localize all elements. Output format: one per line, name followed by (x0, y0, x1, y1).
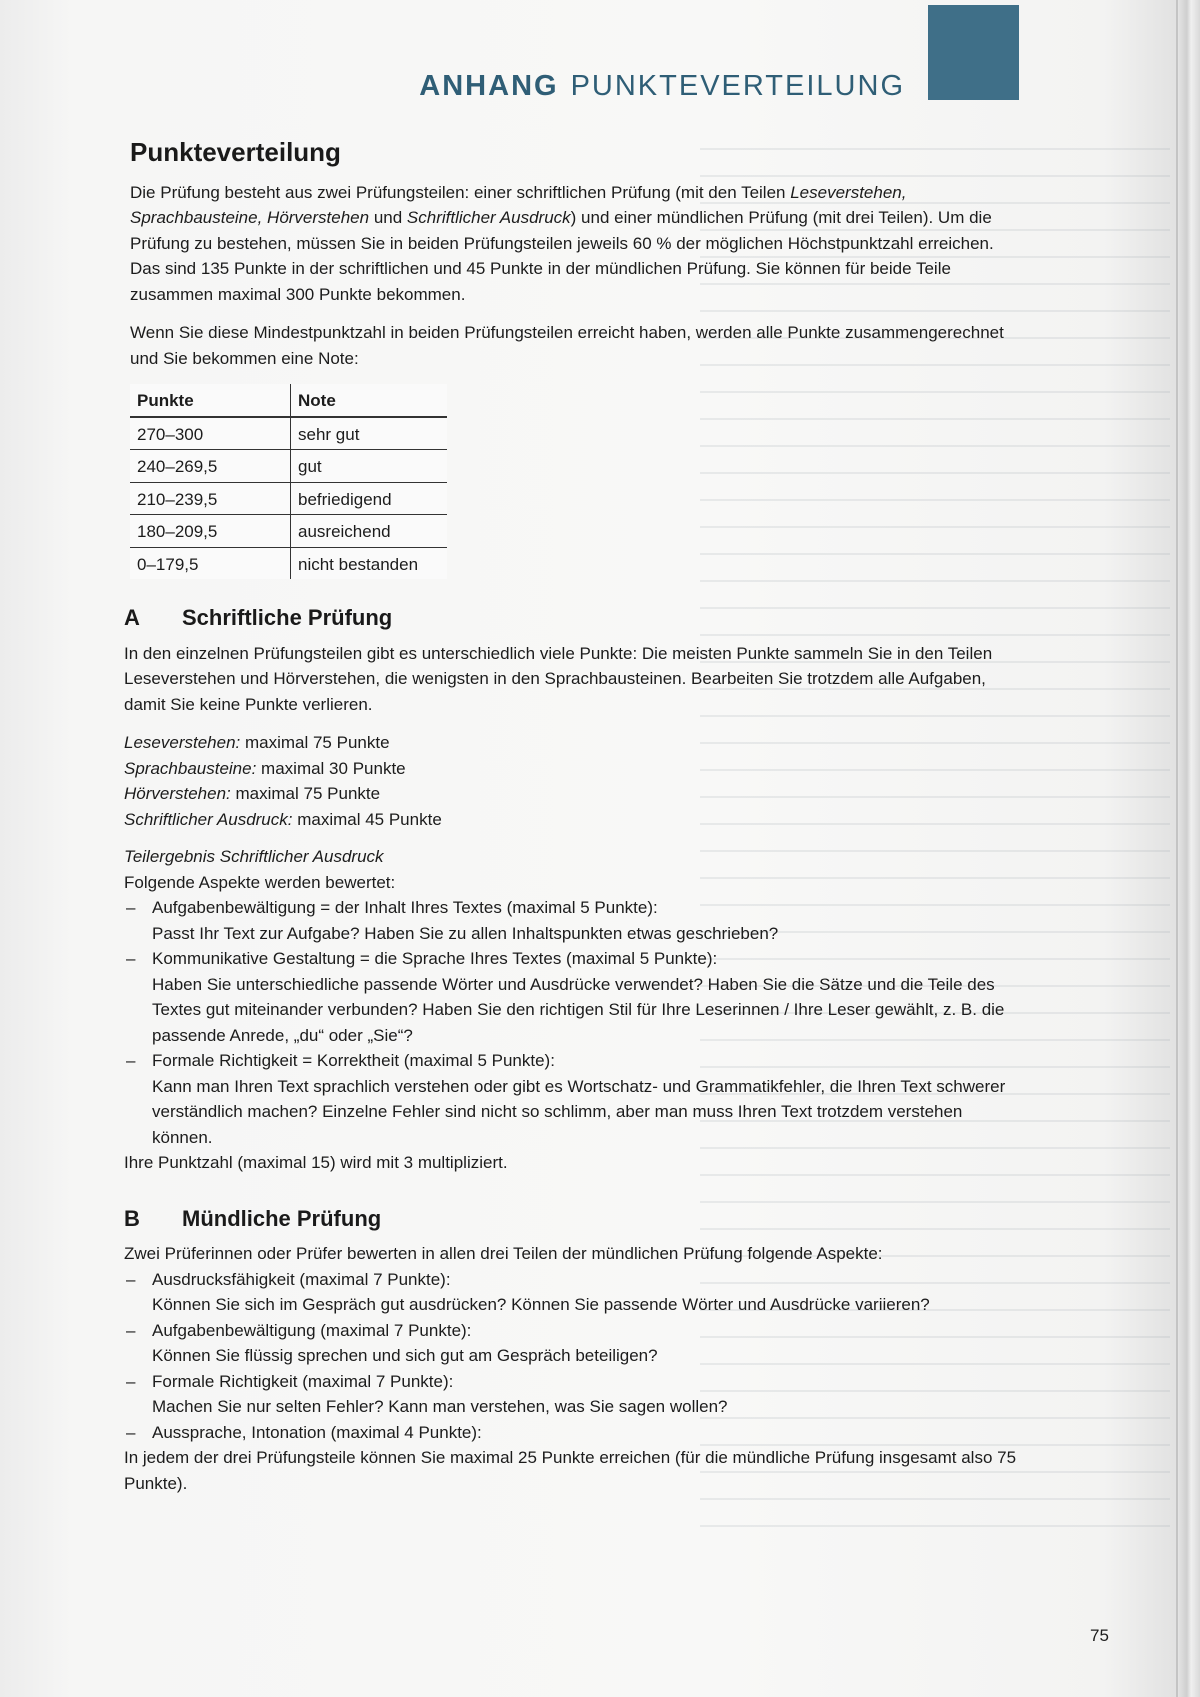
section-b-letter: B (124, 1205, 140, 1231)
intro-paragraph (130, 180, 1024, 308)
table-row (130, 450, 447, 483)
part-name: Hörverstehen: (124, 784, 231, 803)
heading-bold: ANHANG (419, 70, 559, 102)
cell-punkte: 240–269,5 (130, 450, 291, 483)
table-row (130, 482, 447, 515)
part-points: maximal 75 Punkte (230, 784, 381, 803)
table-row (130, 417, 447, 450)
oral-aspects-list (124, 1267, 1024, 1446)
list-item (124, 781, 1024, 807)
subresult-title: Teilergebnis Schriftlicher Ausdruck (124, 847, 384, 866)
aspect-head: – Aufgabenbewältigung (maximal 7 Punkte): (152, 1320, 472, 1340)
aspect-body: Können Sie sich im Gespräch gut ausdrücken? Können Sie passende Wörter und Ausdrücke variieren? (152, 1295, 930, 1314)
cell-note: sehr gut (291, 417, 448, 450)
part-points: maximal 75 Punkte (240, 733, 390, 752)
section-b-heading (124, 1206, 1024, 1232)
list-item (124, 756, 1024, 782)
aspect-head: – Aussprache, Intonation (maximal 4 Punkte): (152, 1422, 482, 1442)
part-points: maximal 45 Punkte (292, 809, 442, 829)
grade-intro: Wenn Sie diese Mindestpunktzahl in beiden Prüfungsteilen erreicht haben, werden alle Punkte zusammengerechnet und Sie bekommen eine Note: (130, 323, 1004, 368)
aspect-head: – Formale Richtigkeit (maximal 7 Punkte): (152, 1371, 454, 1391)
written-aspects-list (124, 895, 1024, 1150)
aspect-head: – Kommunikative Gestaltung = die Sprache Ihres Textes (maximal 5 Punkte): (152, 949, 718, 968)
cell-note: befriedigend (291, 482, 448, 515)
intro-text-1: Die Prüfung besteht aus zwei Prüfungsteilen: einer schriftlichen Prüfung (mit den Teilen (130, 182, 791, 202)
heading-light: PUNKTEVERTEILUNG (570, 70, 905, 102)
section-a-letter: A (124, 605, 140, 630)
cell-note: nicht bestanden (298, 554, 419, 574)
list-item (124, 1048, 1024, 1150)
section-b-intro: Zwei Prüferinnen oder Prüfer bewerten in allen drei Teilen der mündlichen Prüfung folgende Aspekte: (124, 1244, 883, 1263)
aspect-body: Haben Sie unterschiedliche passende Wörter und Ausdrücke verwendet? Haben Sie die Sätze und die Teile des Textes gut miteinander verbunden? Haben Sie den richtigen Stil für Ihre Leserinnen / Ihre Leser gewählt, z. B. die passende Anrede, „du“ oder „Sie“? (152, 974, 1005, 1045)
header-punkte: Punkte (130, 384, 291, 417)
cell-note: gut (291, 450, 448, 483)
list-item (124, 1369, 1024, 1420)
oral-summary: In jedem der drei Prüfungsteile können Sie maximal 25 Punkte erreichen (für die mündliche Prüfung insgesamt also 75 Punkte). (124, 1448, 1017, 1493)
header-note: Note (291, 384, 448, 417)
aspect-body: Passt Ihr Text zur Aufgabe? Haben Sie zu allen Inhaltspunkten etwas geschrieben? (152, 923, 779, 943)
aspect-body: Können Sie flüssig sprechen und sich gut am Gespräch beteiligen? (152, 1346, 658, 1365)
intro-text-3: ) und einer mündlichen Prüfung (mit drei Teilen). Um die Prüfung zu bestehen, müssen Sie in beiden Prüfungsteilen jeweils 60 % der möglichen Höchstpunktzahl erreichen. Das sind 135 Punkte in der schriftlichen und 45 Punkte in der mündlichen Prüfung. Sie können für beide Teile zusammen maximal 300 Punkte bekommen. (130, 208, 994, 304)
aspect-head: – Aufgabenbewältigung = der Inhalt Ihres Textes (maximal 5 Punkte): (152, 898, 658, 917)
written-parts-list (124, 730, 1024, 832)
list-item (124, 895, 1024, 946)
cell-punkte: 180–209,5 (130, 515, 291, 548)
list-item (124, 730, 1024, 756)
table-row (130, 515, 447, 548)
part-points: maximal 30 Punkte (256, 758, 406, 778)
part-name: Schriftlicher Ausdruck: (124, 809, 293, 829)
main-content (124, 137, 1024, 1496)
section-a-intro: In den einzelnen Prüfungsteilen gibt es unterschiedlich viele Punkte: Die meisten Punkte sammeln Sie in den Teilen Leseverstehen und Hörverstehen, die wenigsten in den Sprachbausteinen. Bearbeiten Sie trotzdem alle Aufgaben, damit Sie keine Punkte verlieren. (124, 643, 993, 714)
cell-punkte: 210–239,5 (130, 482, 291, 515)
section-a-heading (124, 605, 1024, 631)
cell-punkte: 270–300 (130, 417, 291, 450)
intro-text-2: und (369, 208, 407, 227)
table-row (130, 547, 447, 579)
list-item (124, 807, 1024, 833)
aspect-head: – Ausdrucksfähigkeit (maximal 7 Punkte): (152, 1269, 451, 1289)
cell-note: ausreichend (291, 515, 448, 548)
page-number: 75 (1090, 1626, 1109, 1645)
book-edge (1178, 0, 1200, 1697)
aspect-body: Kann man Ihren Text sprachlich verstehen oder gibt es Wortschatz- und Grammatikfehler, die Ihren Text schwerer verständlich machen? Einzelne Fehler sind nicht so schlimm, aber man muss Ihren Text trotzdem verstehen können. (152, 1076, 1006, 1147)
page-heading (0, 70, 905, 103)
subresult-intro: Folgende Aspekte werden bewertet: (124, 872, 396, 892)
part-name: Leseverstehen: (124, 733, 241, 752)
section-title: Punkteverteilung (130, 137, 341, 167)
list-item (124, 1267, 1024, 1318)
chapter-tab (928, 5, 1019, 100)
list-item (124, 1420, 1024, 1446)
part-name: Sprachbausteine: (124, 758, 257, 778)
table-header-row (130, 384, 447, 417)
cell-punkte: 0–179,5 (130, 547, 291, 579)
intro-italic-1: Leseverstehen, Sprachbausteine, Hörverstehen (130, 182, 907, 227)
intro-italic-2: Schriftlicher Ausdruck (406, 208, 571, 227)
list-item (124, 1318, 1024, 1369)
grade-table (130, 384, 447, 579)
list-item (124, 946, 1024, 1048)
section-a-title: Schriftliche Prüfung (182, 605, 393, 630)
aspect-head: – Formale Richtigkeit = Korrektheit (maximal 5 Punkte): (152, 1051, 555, 1070)
aspect-body: Machen Sie nur selten Fehler? Kann man verstehen, was Sie sagen wollen? (152, 1397, 728, 1416)
section-b-title: Mündliche Prüfung (182, 1205, 382, 1231)
written-summary: Ihre Punktzahl (maximal 15) wird mit 3 multipliziert. (124, 1153, 508, 1172)
